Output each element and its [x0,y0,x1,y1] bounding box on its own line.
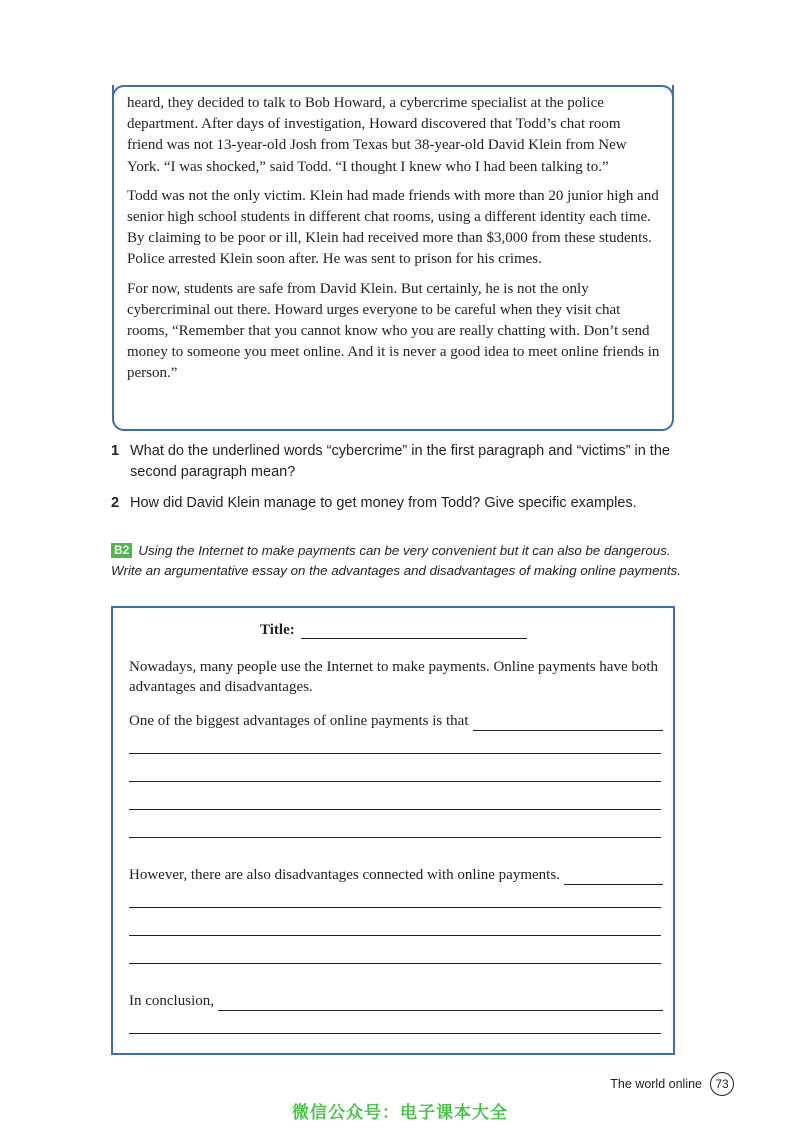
footer-section-title: The world online [610,1077,702,1091]
title-blank[interactable] [301,622,527,639]
question-number: 1 [111,443,120,459]
advantages-blank[interactable] [473,714,664,731]
writing-line[interactable] [129,753,661,754]
essay-title-row [260,622,527,639]
disadvantages-blank[interactable] [564,868,663,885]
advantages-row [129,711,663,731]
writing-line[interactable] [129,809,661,810]
reading-paragraph-3: For now, students are safe from David Klein. But certainly, he is not the only cybercriminal out there. Howard urges everyone to be careful when they visit chat rooms, “Remember that you cannot know who you are really chatting with. Don’t send money to someone you meet online. And it is never a good idea to meet online friends in person.” [127,280,660,382]
question-item [111,493,691,514]
writing-line[interactable] [129,935,661,936]
disadvantages-start: However, there are also disadvantages connected with online payments. [129,867,560,883]
conclusion-row [129,991,663,1011]
reading-paragraph-1: heard, they decided to talk to Bob Howard, a cybercrime specialist at the police department. After days of investigation, Howard discovered that Todd’s chat room friend was not 13-year-old Josh from Texas but 38-year-old David Klein from New York. “I was shocked,” said Todd. “I thought I knew who I had been talking to.” [127,95,627,175]
question-text: What do the underlined words “cybercrime” in the first paragraph and “victims” in the second paragraph mean? [130,443,670,480]
question-number: 2 [111,495,120,511]
writing-line[interactable] [129,837,661,838]
advantages-start: One of the biggest advantages of online payments is that [129,713,469,729]
writing-task-instructions [111,541,681,581]
page-footer [610,1072,734,1096]
task-text: Using the Internet to make payments can be very convenient but it can also be dangerous. Write an argumentative essay on the advantages and disadvantages of making online payments. [111,543,681,578]
question-item [111,441,691,483]
task-tag-badge: B2 [111,543,132,558]
writing-line[interactable] [129,1033,661,1034]
title-label: Title: [260,622,295,638]
reading-paragraph-2: Todd was not the only victim. Klein had made friends with more than 20 junior high and senior high school students in different chat rooms, using a different identity each time. By claiming to be poor or ill, Klein had received more than $3,000 from these students. Police arrested Klein soon after. He was sent to prison for his crimes. [127,187,659,268]
page-number: 73 [710,1072,734,1096]
question-text: How did David Klein manage to get money from Todd? Give specific examples. [130,495,637,511]
writing-line[interactable] [129,963,661,964]
reading-passage-box [112,85,674,431]
writing-line[interactable] [129,907,661,908]
watermark-text: 微信公众号：电子课本大全 [292,1103,508,1123]
conclusion-start: In conclusion, [129,993,214,1009]
essay-intro: Nowadays, many people use the Internet to make payments. Online payments have both advantages and disadvantages. [129,659,659,695]
disadvantages-row [129,865,663,885]
writing-line[interactable] [129,781,661,782]
question-list [111,441,691,524]
conclusion-blank[interactable] [218,994,663,1011]
essay-writing-box [111,606,675,1055]
